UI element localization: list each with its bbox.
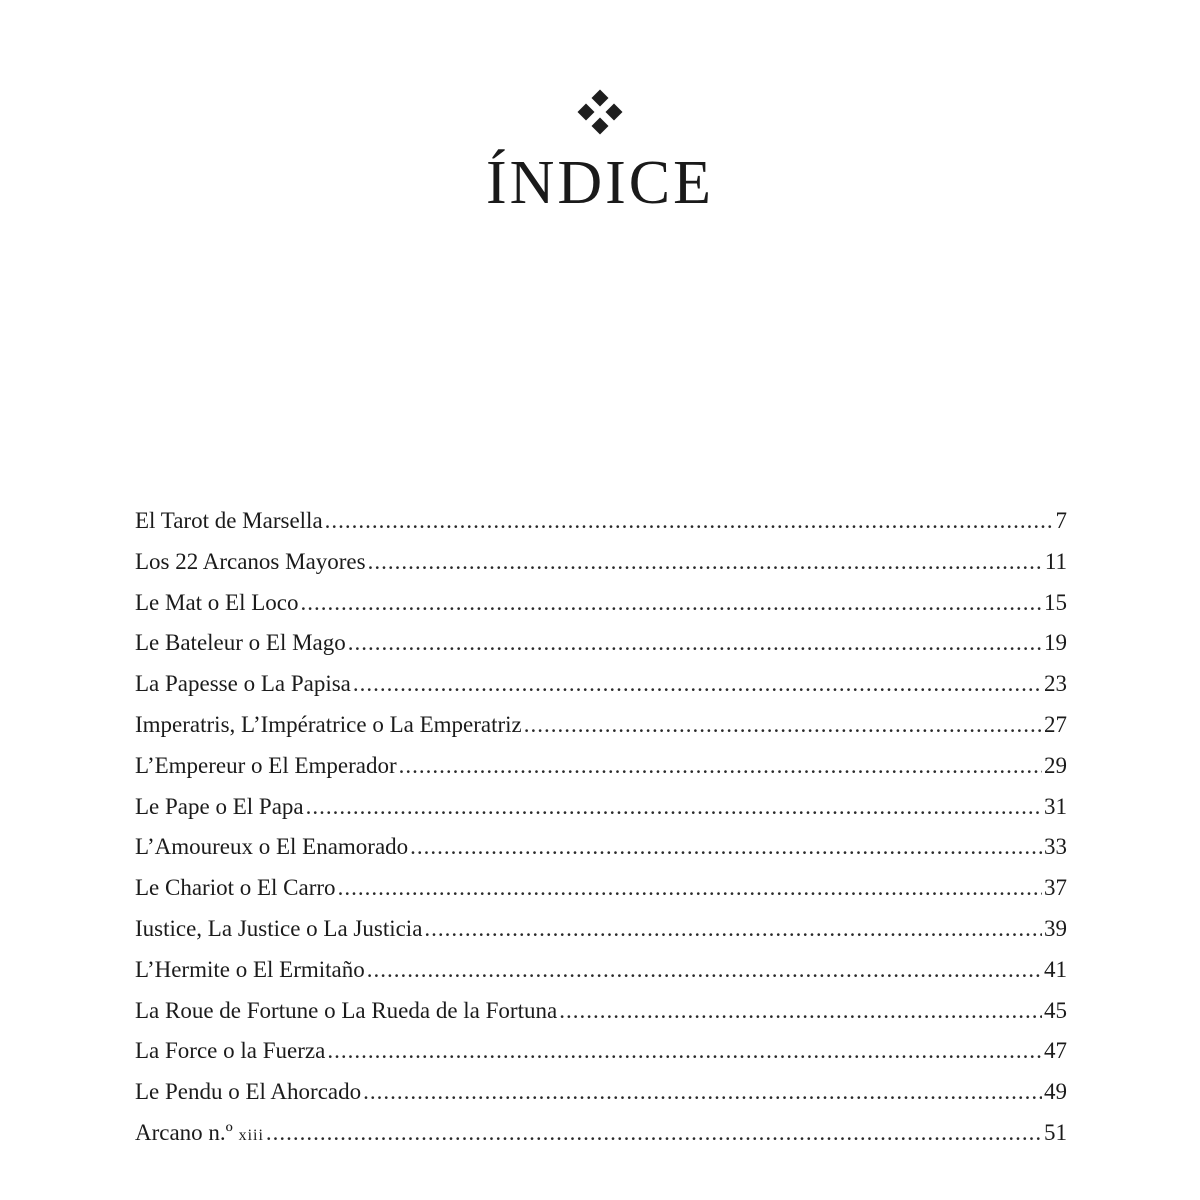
- dot-leader: [410, 834, 1042, 860]
- toc-entry: [135, 1038, 1067, 1079]
- toc-entry-page: 31: [1044, 793, 1067, 819]
- toc-entry-title: El Tarot de Marsella: [135, 508, 323, 533]
- table-of-contents: [135, 508, 1067, 1161]
- dot-leader: [363, 1079, 1042, 1105]
- toc-entry-title: L’Amoureux o El Enamorado: [135, 834, 409, 860]
- toc-entry-page: 23: [1044, 671, 1067, 697]
- toc-entry-title: La Roue de Fortune o La Rueda de la Fortuna: [135, 997, 558, 1023]
- toc-entry: [135, 794, 1067, 835]
- toc-entry-title: Iustice, La Justice o La Justicia: [135, 915, 423, 941]
- toc-entry-page: 39: [1044, 915, 1067, 941]
- dot-leader: [399, 753, 1042, 779]
- toc-entry: [135, 671, 1067, 712]
- toc-entry: [135, 712, 1067, 753]
- toc-entry-title: Los 22 Arcanos Mayores: [135, 548, 366, 574]
- toc-entry: [135, 549, 1067, 590]
- page-title: ÍNDICE: [485, 149, 715, 217]
- toc-entry-page: 49: [1044, 1079, 1067, 1105]
- toc-entry: [135, 1079, 1067, 1120]
- toc-entry-page: 33: [1044, 834, 1067, 860]
- toc-entry-page: 11: [1044, 548, 1067, 574]
- dot-leader: [325, 508, 1054, 534]
- toc-entry: [135, 1120, 1067, 1161]
- toc-entry-title: [135, 1120, 264, 1146]
- toc-entry: [135, 834, 1067, 875]
- dot-leader: [524, 712, 1042, 738]
- toc-entry: [135, 508, 1067, 549]
- dot-leader: [424, 916, 1042, 942]
- toc-entry-title: Le Pape o El Papa: [135, 793, 304, 819]
- toc-entry-title: Imperatris, L’Impératrice o La Emperatriz: [135, 711, 522, 737]
- fleuron-diamond: [578, 104, 595, 121]
- toc-entry-page: 51: [1044, 1119, 1067, 1145]
- toc-entry-page: 29: [1044, 752, 1067, 778]
- dot-leader: [367, 957, 1042, 983]
- toc-entry-page: 27: [1044, 711, 1067, 737]
- dot-leader: [353, 671, 1042, 697]
- toc-entry: [135, 630, 1067, 671]
- toc-entry-page: 41: [1044, 956, 1067, 982]
- toc-entry: [135, 590, 1067, 631]
- dot-leader: [327, 1038, 1042, 1064]
- toc-entry-title: Le Pendu o El Ahorcado: [135, 1079, 362, 1105]
- dot-leader: [301, 590, 1042, 616]
- toc-entry-title: Le Mat o El Loco: [135, 589, 299, 615]
- toc-entry-page: 15: [1044, 589, 1067, 615]
- toc-entry: [135, 753, 1067, 794]
- dot-leader: [559, 998, 1042, 1024]
- toc-entry-title: L’Empereur o El Emperador: [135, 752, 397, 778]
- fleuron-diamond: [606, 104, 623, 121]
- toc-entry-title: La Papesse o La Papisa: [135, 671, 351, 697]
- toc-entry-page: 19: [1044, 630, 1067, 656]
- toc-entry-title-smallcaps: xiii: [238, 1126, 264, 1144]
- dot-leader: [266, 1120, 1042, 1146]
- toc-entry-title: Le Chariot o El Carro: [135, 875, 336, 901]
- toc-entry-title-main: Arcano n.º: [135, 1119, 239, 1145]
- toc-entry-page: 45: [1044, 997, 1067, 1023]
- fleuron-diamond: [592, 90, 609, 107]
- toc-entry-title: L’Hermite o El Ermitaño: [135, 956, 365, 982]
- toc-entry: [135, 998, 1067, 1039]
- toc-entry: [135, 916, 1067, 957]
- dot-leader: [306, 794, 1042, 820]
- toc-entry-title: Le Bateleur o El Mago: [135, 630, 346, 656]
- toc-entry-page: 7: [1055, 508, 1067, 533]
- toc-entry: [135, 875, 1067, 916]
- dot-leader: [348, 630, 1042, 656]
- toc-entry-page: 47: [1044, 1038, 1067, 1064]
- dot-leader: [338, 875, 1042, 901]
- fleuron-diamond: [592, 118, 609, 135]
- dot-leader: [368, 549, 1043, 575]
- toc-entry: [135, 957, 1067, 998]
- toc-entry-page: 37: [1044, 875, 1067, 901]
- toc-entry-title: La Force o la Fuerza: [135, 1038, 326, 1064]
